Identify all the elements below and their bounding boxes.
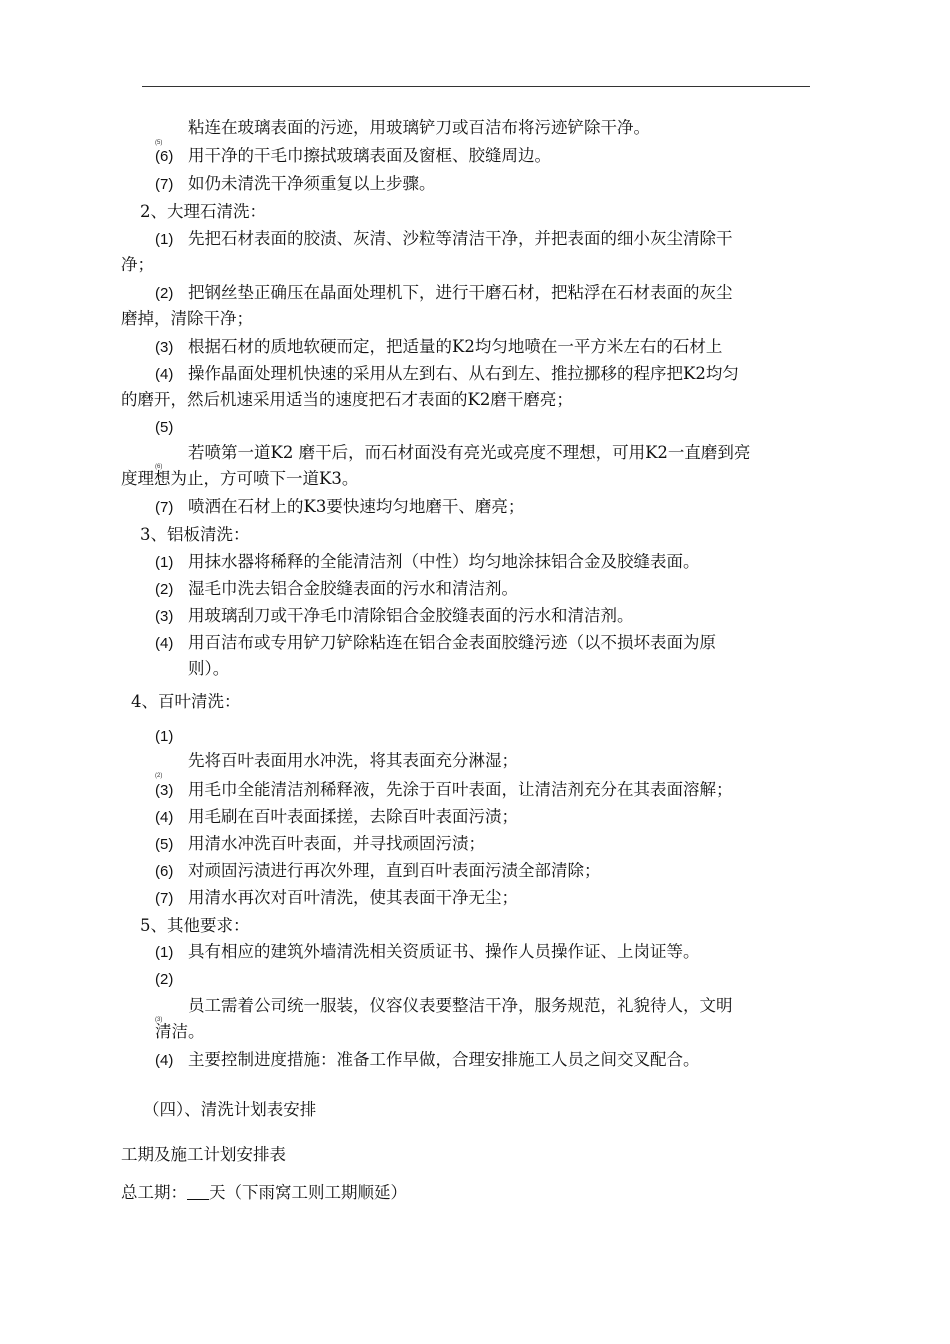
list-number: (3) bbox=[155, 339, 174, 356]
list-item: 用清水冲洗百叶表面，并寻找顽固污渍； bbox=[188, 834, 485, 853]
list-number: (6) bbox=[155, 863, 174, 880]
list-number: (3) bbox=[155, 608, 174, 625]
section-heading: 5、其他要求： bbox=[140, 916, 250, 935]
list-item: 如仍未清洗干净须重复以上步骤。 bbox=[188, 174, 436, 193]
list-item: 把钢丝垫正确压在晶面处理机下，进行干磨石材，把粘浮在石材表面的灰尘 bbox=[188, 283, 733, 302]
stray-marker: (6) bbox=[155, 464, 163, 470]
section-heading: （四）、清洗计划表安排 bbox=[143, 1100, 317, 1119]
list-item: 用抹水器将稀释的全能清洁剂（中性）均匀地涂抹铝合金及胶缝表面。 bbox=[188, 552, 700, 571]
total-duration-label: 总工期： bbox=[121, 1183, 187, 1202]
list-item: 用干净的干毛巾擦拭玻璃表面及窗框、胶缝周边。 bbox=[188, 146, 551, 165]
list-item: 根据石材的质地软硬而定，把适量的K2均匀地喷在一平方米左右的石材上 bbox=[188, 337, 723, 356]
list-number: (7) bbox=[155, 499, 174, 516]
list-number: (3) bbox=[155, 782, 174, 799]
list-item: 若喷第一道K2 磨干后，而石材面没有亮光或亮度不理想，可用K2一直磨到亮 bbox=[188, 443, 751, 462]
list-item: 湿毛巾洗去铝合金胶缝表面的污水和清洁剂。 bbox=[188, 579, 518, 598]
list-number: (4) bbox=[155, 1052, 174, 1069]
table-title: 工期及施工计划安排表 bbox=[121, 1145, 286, 1164]
list-number: (2) bbox=[155, 285, 174, 302]
list-item: 用玻璃刮刀或干净毛巾清除铝合金胶缝表面的污水和清洁剂。 bbox=[188, 606, 634, 625]
list-number: (7) bbox=[155, 176, 174, 193]
list-item: 员工需着公司统一服装，仪容仪表要整洁干净，服务规范，礼貌待人，文明 bbox=[188, 996, 733, 1015]
list-item: 操作晶面处理机快速的采用从左到右、从右到左、推拉挪移的程序把K2均匀 bbox=[188, 364, 739, 383]
list-item-continuation: 度理想为止，方可喷下一道K3。 bbox=[121, 469, 359, 488]
section-heading: 3、铝板清洗： bbox=[140, 525, 250, 544]
list-number: (5) bbox=[155, 419, 174, 436]
list-item: 喷洒在石材上的K3要快速均匀地磨干、磨亮； bbox=[188, 497, 525, 516]
list-item-continuation: 清洁。 bbox=[155, 1022, 205, 1041]
list-item: 先将百叶表面用水冲洗，将其表面充分淋湿； bbox=[188, 751, 518, 770]
list-number: (1) bbox=[155, 554, 174, 571]
stray-marker: (5) bbox=[155, 140, 163, 146]
list-item-continuation: 磨掉，清除干净； bbox=[121, 309, 253, 328]
list-item: 用毛巾全能清洁剂稀释液，先涂于百叶表面，让清洁剂充分在其表面溶解； bbox=[188, 780, 733, 799]
list-item: 具有相应的建筑外墙清洗相关资质证书、操作人员操作证、上岗证等。 bbox=[188, 942, 700, 961]
list-item: 用百洁布或专用铲刀铲除粘连在铝合金表面胶缝污迹（以不损坏表面为原 bbox=[188, 633, 716, 652]
total-duration-suffix: 天（下雨窝工则工期顺延） bbox=[209, 1183, 407, 1202]
list-number: (4) bbox=[155, 809, 174, 826]
list-number: (5) bbox=[155, 836, 174, 853]
list-item-continuation: 则）。 bbox=[188, 659, 230, 678]
section-heading: 4、百叶清洗： bbox=[131, 692, 241, 711]
paragraph-line: 粘连在玻璃表面的污迹，用玻璃铲刀或百洁布将污迹铲除干净。 bbox=[188, 118, 650, 137]
list-item-continuation: 的磨开，然后机速采用适当的速度把石才表面的K2磨干磨亮； bbox=[121, 390, 573, 409]
list-item: 用清水再次对百叶清洗，使其表面干净无尘； bbox=[188, 888, 518, 907]
list-number: (1) bbox=[155, 728, 174, 745]
list-item: 对顽固污渍进行再次外理，直到百叶表面污渍全部清除； bbox=[188, 861, 601, 880]
list-number: (1) bbox=[155, 944, 174, 961]
list-number: (2) bbox=[155, 581, 174, 598]
list-number: (2) bbox=[155, 971, 174, 988]
header-rule bbox=[142, 86, 810, 87]
total-duration bbox=[121, 1183, 407, 1203]
list-item: 先把石材表面的胶渍、灰清、沙粒等清洁干净，并把表面的细小灰尘清除干 bbox=[188, 229, 733, 248]
stray-marker: (2) bbox=[155, 773, 163, 779]
list-item-continuation: 净； bbox=[121, 255, 154, 274]
section-heading: 2、大理石清洗： bbox=[140, 202, 266, 221]
list-number: (1) bbox=[155, 231, 174, 248]
list-item: 主要控制进度措施：准备工作早做，合理安排施工人员之间交叉配合。 bbox=[188, 1050, 700, 1069]
list-number: (7) bbox=[155, 890, 174, 907]
list-number: (4) bbox=[155, 366, 174, 383]
list-number: (4) bbox=[155, 635, 174, 652]
stray-marker: (3) bbox=[155, 1017, 163, 1023]
list-item: 用毛刷在百叶表面揉搓，去除百叶表面污渍； bbox=[188, 807, 518, 826]
duration-blank bbox=[187, 1183, 209, 1200]
list-number: (6) bbox=[155, 148, 174, 165]
